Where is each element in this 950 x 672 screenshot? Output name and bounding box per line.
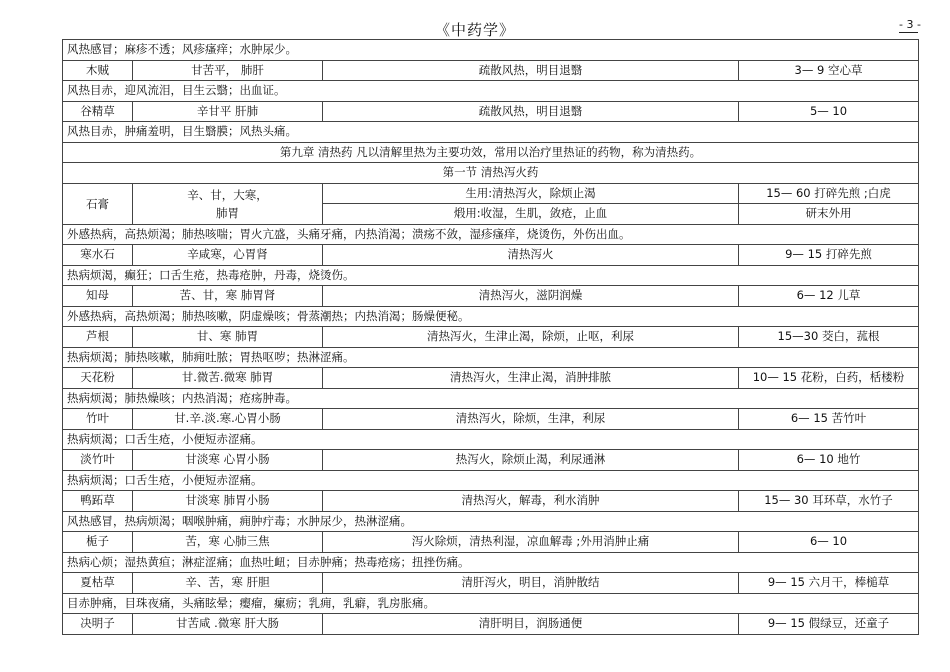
chapter-heading-row [63, 142, 919, 163]
herb-row [63, 491, 919, 512]
herb-name: 寒水石 [63, 245, 133, 266]
herb-dose: 9— 15 打碎先煎 [739, 245, 919, 266]
indication-text: 热病烦渴；口舌生疮，小便短赤涩痛。 [63, 470, 919, 491]
herb-effect: 疏散风热，明目退翳 [323, 60, 739, 81]
herb-row [63, 245, 919, 266]
herb-effect: 清热泻火，生津止渴，消肿排脓 [323, 368, 739, 389]
herb-effect: 清热泻火 [323, 245, 739, 266]
herb-row [63, 573, 919, 594]
indication-row [63, 470, 919, 491]
indication-row [63, 347, 919, 368]
indication-text: 热病烦渴；肺热咳嗽，肺痈吐脓；胃热呕哕；热淋涩痛。 [63, 347, 919, 368]
herb-dose: 9— 15 六月干，棒槌草 [739, 573, 919, 594]
herb-name: 竹叶 [63, 409, 133, 430]
herb-name: 夏枯草 [63, 573, 133, 594]
herb-nature: 甘苦平， 肺肝 [133, 60, 323, 81]
herb-nature: 甘淡寒 肺胃小肠 [133, 491, 323, 512]
herb-effect: 热泻火，除烦止渴，利尿通淋 [323, 450, 739, 471]
indication-text: 风热目赤，迎风流泪，目生云翳；出血证。 [63, 81, 919, 102]
indication-row [63, 429, 919, 450]
indication-text: 目赤肿痛，目珠夜痛，头痛眩晕；瘿瘤，瘰疬；乳痈，乳癖，乳房胀痛。 [63, 593, 919, 614]
page-number-underline [899, 32, 918, 33]
indication-text: 外感热病，高热烦渴；肺热咳嗽，阴虚燥咳；骨蒸潮热；内热消渴；肠燥便秘。 [63, 306, 919, 327]
herb-nature: 甘.微苦.微寒 肺胃 [133, 368, 323, 389]
herb-nature-line: 肺胃 [216, 205, 239, 220]
herb-effect: 清热泻火，生津止渴，除烦，止呕，利尿 [323, 327, 739, 348]
herb-dose: 6— 10 [739, 532, 919, 553]
herb-row [63, 327, 919, 348]
herb-dose: 9— 15 假绿豆，还童子 [739, 614, 919, 635]
herb-nature: 甘苦咸 .微寒 肝大肠 [133, 614, 323, 635]
indication-row [63, 552, 919, 573]
page-title: 《中药学》 [434, 21, 515, 39]
indication-row [63, 388, 919, 409]
herb-dose: 6— 15 苦竹叶 [739, 409, 919, 430]
indication-text: 热病烦渴，癫狂；口舌生疮，热毒疮肿，丹毒，烧烫伤。 [63, 265, 919, 286]
indication-text: 风热感冒，热病烦渴；咽喉肿痛，痈肿疔毒；水肿尿少，热淋涩痛。 [63, 511, 919, 532]
herb-name: 石膏 [63, 183, 133, 224]
herb-nature-line: 辛、甘，大寒， [187, 187, 268, 202]
herb-name: 决明子 [63, 614, 133, 635]
herb-row [63, 614, 919, 635]
herb-nature: 甘、寒 肺胃 [133, 327, 323, 348]
herb-effect: 清肝泻火，明目，消肿散结 [323, 573, 739, 594]
herb-row [63, 101, 919, 122]
section-heading: 第一节 清热泻火药 [63, 163, 919, 184]
indication-text: 热病烦渴；肺热燥咳；内热消渴；疮疡肿毒。 [63, 388, 919, 409]
herb-row [63, 450, 919, 471]
section-heading-row [63, 163, 919, 184]
herb-name: 鸭跖草 [63, 491, 133, 512]
herb-nature: 苦、甘，寒 肺胃肾 [133, 286, 323, 307]
herb-dose: 5— 10 [739, 101, 919, 122]
indication-row [63, 40, 919, 61]
indication-row [63, 306, 919, 327]
herb-nature: 辛甘平 肝肺 [133, 101, 323, 122]
herb-effect: 疏散风热，明目退翳 [323, 101, 739, 122]
page-number: - 3 - [899, 18, 921, 31]
herb-effect: 清热泻火，除烦，生津，利尿 [323, 409, 739, 430]
herb-effect: 清热泻火，滋阴润燥 [323, 286, 739, 307]
herb-row [63, 286, 919, 307]
herb-row [63, 532, 919, 553]
herb-row [63, 368, 919, 389]
herb-table [62, 39, 919, 635]
indication-row [63, 122, 919, 143]
indication-text: 热病心烦；湿热黄疸；淋症涩痛；血热吐衄；目赤肿痛；热毒疮疡；扭挫伤痛。 [63, 552, 919, 573]
herb-dose: 15— 30 耳环草，水竹子 [739, 491, 919, 512]
herb-table-body [63, 40, 919, 635]
indication-text: 外感热病，高热烦渴；肺热咳喘；胃火亢盛，头痛牙痛，内热消渴；溃疡不敛，湿疹瘙痒，烧烫伤，外伤出血。 [63, 224, 919, 245]
herb-dose: 15— 60 打碎先煎 ;白虎 [739, 183, 919, 204]
indication-text: 热病烦渴；口舌生疮，小便短赤涩痛。 [63, 429, 919, 450]
herb-name: 天花粉 [63, 368, 133, 389]
herb-dose: 6— 10 地竹 [739, 450, 919, 471]
indication-row [63, 81, 919, 102]
herb-row [63, 60, 919, 81]
indication-row [63, 593, 919, 614]
herb-dose: 研末外用 [739, 204, 919, 225]
indication-text: 风热目赤，肿痛羞明，目生翳膜；风热头痛。 [63, 122, 919, 143]
herb-name: 谷精草 [63, 101, 133, 122]
herb-effect: 煅用:收湿，生肌，敛疮，止血 [323, 204, 739, 225]
herb-effect: 生用:清热泻火，除烦止渴 [323, 183, 739, 204]
herb-nature: 辛、苦，寒 肝胆 [133, 573, 323, 594]
herb-name: 芦根 [63, 327, 133, 348]
herb-effect: 清热泻火，解毒，利水消肿 [323, 491, 739, 512]
herb-dose: 10— 15 花粉，白药，栝楼粉 [739, 368, 919, 389]
herb-effect: 清肝明目，润肠通便 [323, 614, 739, 635]
herb-row [63, 183, 919, 204]
indication-text: 风热感冒；麻疹不透；风疹瘙痒；水肿尿少。 [63, 40, 919, 61]
herb-effect: 泻火除烦，清热利湿，凉血解毒 ;外用消肿止痛 [323, 532, 739, 553]
herb-name: 知母 [63, 286, 133, 307]
herb-dose: 3— 9 空心草 [739, 60, 919, 81]
indication-row [63, 224, 919, 245]
herb-dose: 15—30 茭白，菰根 [739, 327, 919, 348]
herb-nature: 甘.辛.淡.寒.心胃小肠 [133, 409, 323, 430]
herb-nature [133, 183, 323, 224]
herb-nature: 苦，寒 心肺三焦 [133, 532, 323, 553]
herb-name: 木贼 [63, 60, 133, 81]
herb-nature: 甘淡寒 心胃小肠 [133, 450, 323, 471]
indication-row [63, 511, 919, 532]
herb-dose: 6— 12 儿草 [739, 286, 919, 307]
indication-row [63, 265, 919, 286]
herb-nature: 辛咸寒，心胃肾 [133, 245, 323, 266]
herb-row [63, 409, 919, 430]
herb-name: 淡竹叶 [63, 450, 133, 471]
chapter-heading: 第九章 清热药 凡以清解里热为主要功效，常用以治疗里热证的药物，称为清热药。 [63, 142, 919, 163]
herb-name: 栀子 [63, 532, 133, 553]
